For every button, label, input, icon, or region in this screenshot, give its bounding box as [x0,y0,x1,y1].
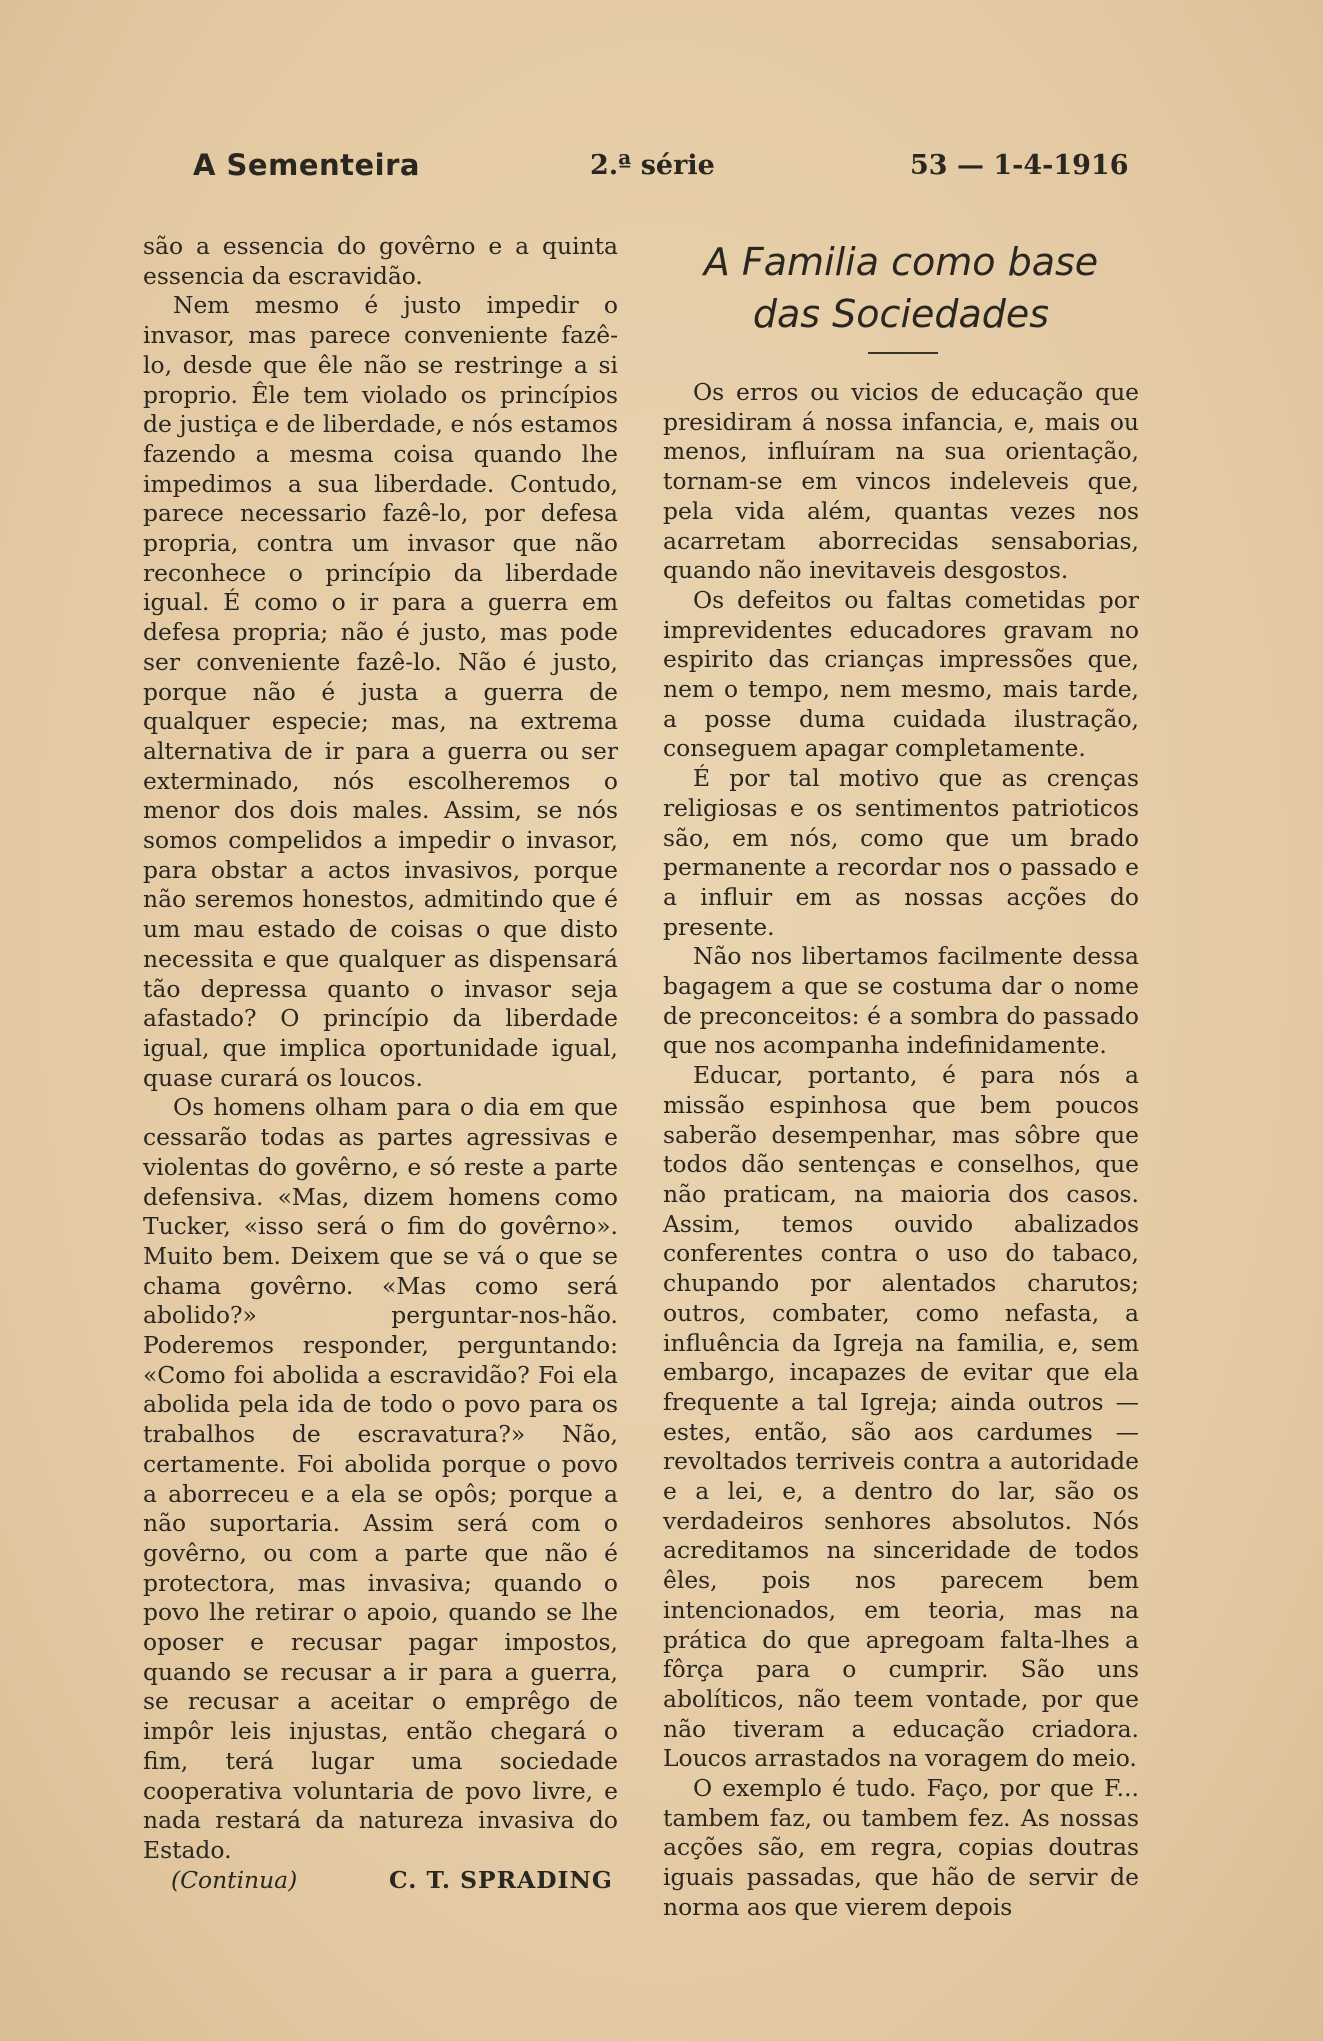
left-column [143,232,618,1898]
right-column [663,378,1139,1923]
series-label: 2.ª série [590,150,715,181]
paragraph: Não nos libertamos facilmente dessa bagagem a que se costuma dar o nome de preconceitos: é a sombra do passado que nos acompanha indefinidamente. [663,942,1139,1060]
paragraph: Nem mesmo é justo impedir o invasor, mas parece conveniente fazê-lo, desde que êle não se restringe a si proprio. Êle tem violado os princípios de justiça e de liberdade, e nós estamos fazendo a mesma coisa quando lhe impedimos a sua liberdade. Contudo, parece necessario fazê-lo, por defesa propria, contra um invasor que não reconhece o princípio da liberdade igual. É como o ir para a guerra em defesa propria; não é justo, mas pode ser conveniente fazê-lo. Não é justo, porque não é justa a guerra de qualquer especie; mas, na extrema alternativa de ir para a guerra ou ser exterminado, nós escolheremos o menor dos dois males. Assim, se nós somos compelidos a impedir o invasor, para obstar a actos invasivos, porque não seremos honestos, admitindo que é um mau estado de coisas o que disto necessita e que qualquer as dispensará tão depressa quanto o invasor seja afastado? O princípio da liberdade igual, que implica oportunidade igual, quase curará os loucos. [143,291,618,1092]
paragraph: Os erros ou vicios de educação que presidiram á nossa infancia, e, mais ou menos, influíram na sua orientação, tornam-se em vincos indeleveis que, pela vida além, quantas vezes nos acarretam aborrecidas sensaborias, quando não inevitaveis desgostos. [663,378,1139,585]
paragraph: são a essencia do govêrno e a quinta essencia da escravidão. [143,232,618,290]
paragraph: É por tal motivo que as crenças religiosas e os sentimentos patrioticos são, em nós, como que um brado permanente a recordar nos o passado e a influir em as nossas acções do presente. [663,764,1139,941]
publication-title: A Sementeira [193,148,420,182]
paragraph: Os homens olham para o dia em que cessarão todas as partes agressivas e violentas do govêrno, e só reste a parte defensiva. «Mas, dizem homens como Tucker, «isso será o fim do govêrno». Muito bem. Deixem que se vá o que se chama govêrno. «Mas como será abolido?» perguntar-nos-hão. Poderemos responder, perguntando: «Como foi abolida a escravidão? Foi ela abolida pela ida de todo o povo para os trabalhos de escravatura?» Não, certamente. Foi abolida porque o povo a aborreceu e a ela se opôs; porque a não suportaria. Assim será com o govêrno, ou com a parte que não é protectora, mas invasiva; quando o povo lhe retirar o apoio, quando se lhe oposer e recusar pagar impostos, quando se recusar a ir para a guerra, se recusar a aceitar o emprêgo de impôr leis injustas, então chegará o fim, terá lugar uma sociedade cooperativa voluntaria de povo livre, e nada restará da natureza invasiva do Estado. [143,1093,618,1864]
title-divider [868,352,938,354]
paragraph: O exemplo é tudo. Faço, por que F... tambem faz, ou tambem fez. As nossas acções são, em regra, copias doutras iguais passadas, que hão de servir de norma aos que vierem depois [663,1774,1139,1921]
article-title [663,236,1139,340]
page-header [0,148,1323,198]
paragraph: Educar, portanto, é para nós a missão espinhosa que bem poucos saberão desempenhar, mas sôbre que todos dão sentenças e conselhos, que não praticam, na maioria dos casos. Assim, temos ouvido abalizados conferentes contra o uso do tabaco, chupando por alentados charutos; outros, combater, como nefasta, a influência da Igreja na familia, e, sem embargo, incapazes de evitar que ela frequente a tal Igreja; ainda outros — estes, então, são aos cardumes — revoltados terriveis contra a autoridade e a lei, e, a dentro do lar, são os verdadeiros senhores absolutos. Nós acreditamos na sinceridade de todos êles, pois nos parecem bem intencionados, em teoria, mas na prática do que apregoam falta-lhes a fôrça para o cumprir. São uns abolíticos, não teem vontade, por que não tiveram a educação criadora. Loucos arrastados na voragem do meio. [663,1061,1139,1773]
article-title-line: das Sociedades [752,292,1050,336]
paragraph: Os defeitos ou faltas cometidas por imprevidentes educadores gravam no espirito das crianças impressões que, nem o tempo, nem mesmo, mais tarde, a posse duma cuidada ilustração, conseguem apagar completamente. [663,585,1139,763]
article-title-line: A Familia como base [703,240,1099,284]
issue-date: 53 — 1-4-1916 [910,150,1129,181]
author-signature: C. T. SPRADING [389,1865,613,1894]
continued-note: (Continua) [171,1865,298,1894]
signature-row [143,1866,618,1898]
